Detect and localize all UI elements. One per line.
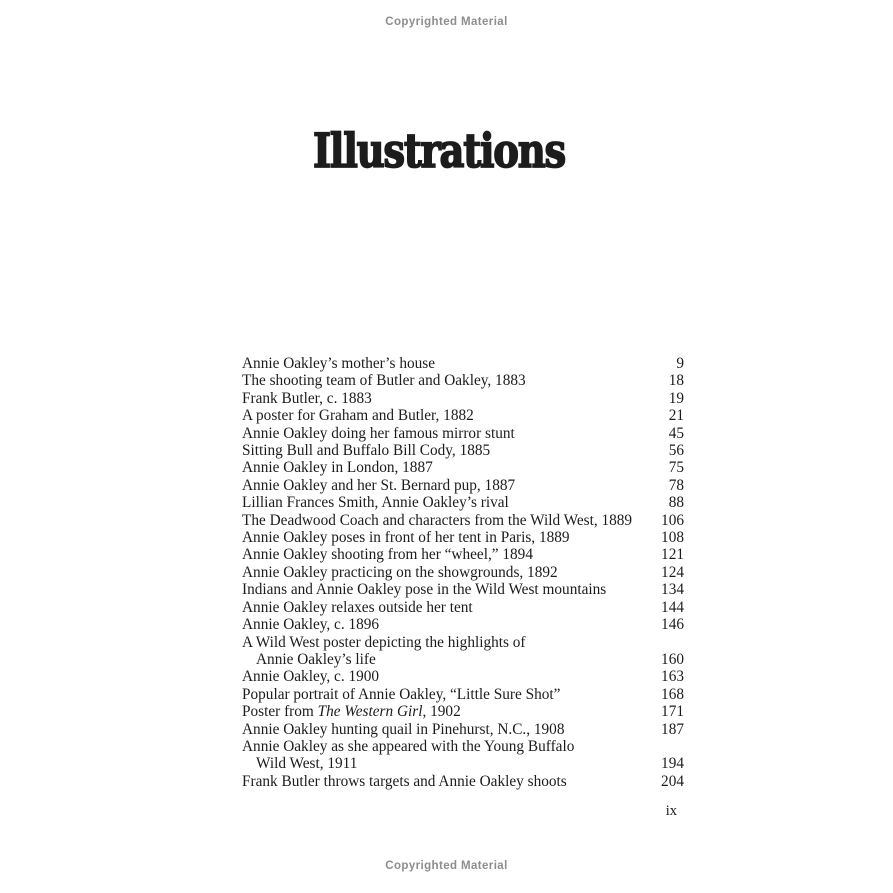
illustration-entry [242, 581, 684, 598]
illustration-label-segment: Annie Oakley, c. 1896 [242, 616, 380, 634]
illustration-page-number: 121 [661, 546, 684, 564]
illustration-page-number: 88 [668, 494, 684, 512]
illustration-entry [242, 459, 684, 476]
illustration-page-number: 56 [668, 442, 684, 460]
illustration-label [242, 581, 650, 598]
copyright-watermark-top: Copyrighted Material [385, 16, 508, 28]
illustration-label-segment: Lillian Frances Smith, Annie Oakley’s rival [242, 494, 509, 512]
illustration-label-segment: A poster for Graham and Butler, 1882 [242, 407, 474, 425]
page-title: Illustrations [313, 124, 565, 179]
illustration-entry [242, 390, 684, 407]
illustration-page-number: 9 [676, 355, 684, 372]
illustration-label-segment: Annie Oakley, c. 1900 [242, 668, 380, 686]
illustration-page-number: 134 [661, 581, 684, 599]
illustration-label [242, 390, 650, 407]
illustration-label-segment: Frank Butler, c. 1883 [242, 389, 372, 407]
illustration-entry [242, 738, 684, 755]
illustration-label [242, 529, 650, 546]
illustration-label [242, 703, 650, 720]
illustration-label-segment: Annie Oakley doing her famous mirror stunt [242, 424, 515, 442]
illustration-entry [242, 634, 684, 651]
illustration-label-segment: Annie Oakley practicing on the showgrounds, 1892 [242, 563, 558, 581]
illustration-entry [242, 372, 684, 389]
illustration-label-italic-segment: The Western Girl [317, 703, 423, 721]
illustration-label [242, 651, 650, 668]
illustration-label [242, 442, 650, 459]
illustration-label [242, 599, 650, 616]
illustration-page-number: 75 [668, 459, 684, 477]
illustration-label [242, 686, 650, 703]
illustration-page-number: 21 [668, 407, 684, 425]
illustration-label [242, 546, 650, 563]
illustration-label [242, 668, 650, 685]
illustration-label-segment: Annie Oakley poses in front of her tent in Paris, 1889 [242, 529, 570, 547]
illustration-page-number: 108 [661, 529, 684, 547]
illustration-page-number: 171 [661, 703, 684, 721]
illustrations-list [242, 355, 684, 790]
illustration-label-segment: A Wild West poster depicting the highlights of [242, 633, 526, 651]
illustration-label [242, 372, 650, 389]
illustration-entry [242, 755, 684, 772]
illustration-page-number: 146 [661, 616, 684, 634]
illustration-label [242, 355, 650, 372]
illustration-page-number: 194 [661, 755, 684, 773]
illustration-label [242, 459, 650, 476]
illustration-label-segment: Annie Oakley in London, 1887 [242, 459, 433, 477]
illustration-label-segment: , 1902 [422, 703, 461, 721]
illustration-page-number: 106 [661, 511, 684, 529]
illustration-entry [242, 546, 684, 563]
illustration-page-number: 163 [661, 668, 684, 686]
illustration-page-number: 19 [668, 389, 684, 407]
illustration-label [242, 477, 650, 494]
illustration-label-segment: Sitting Bull and Buffalo Bill Cody, 1885 [242, 442, 491, 460]
illustration-label-segment: Annie Oakley and her St. Bernard pup, 1887 [242, 476, 516, 494]
illustration-label [242, 494, 650, 511]
folio-page-number: ix [665, 803, 677, 819]
illustration-label-segment: Poster from [242, 703, 318, 721]
illustration-label-segment: Annie Oakley relaxes outside her tent [242, 598, 473, 616]
illustration-label [242, 755, 650, 772]
illustration-label [242, 738, 650, 755]
illustration-label-segment: The shooting team of Butler and Oakley, 1883 [242, 372, 526, 390]
illustration-page-number: 168 [661, 685, 684, 703]
illustration-label-segment: Frank Butler throws targets and Annie Oakley shoots [242, 772, 567, 790]
illustration-label-segment: Indians and Annie Oakley pose in the Wild West mountains [242, 581, 607, 599]
illustration-label-segment: Annie Oakley’s life [256, 650, 376, 668]
illustration-label-segment: Annie Oakley hunting quail in Pinehurst, N.C., 1908 [242, 720, 565, 738]
illustration-entry [242, 686, 684, 703]
illustration-entry [242, 494, 684, 511]
illustration-entry [242, 564, 684, 581]
illustration-entry [242, 425, 684, 442]
illustration-label-segment: The Deadwood Coach and characters from the Wild West, 1889 [242, 511, 633, 529]
illustration-entry [242, 512, 684, 529]
illustration-entry [242, 703, 684, 720]
illustration-entry [242, 355, 684, 372]
illustration-label-segment: Popular portrait of Annie Oakley, “Little Sure Shot” [242, 685, 561, 703]
illustration-label [242, 773, 650, 790]
illustration-entry [242, 616, 684, 633]
illustration-entry [242, 668, 684, 685]
illustration-entry [242, 477, 684, 494]
illustration-entry [242, 773, 684, 790]
illustration-page-number: 144 [661, 598, 684, 616]
illustration-entry [242, 721, 684, 738]
illustration-label [242, 407, 650, 424]
illustration-page-number: 124 [661, 563, 684, 581]
illustration-page-number: 160 [661, 650, 684, 668]
illustration-label-segment: Wild West, 1911 [256, 755, 358, 773]
illustration-entry [242, 651, 684, 668]
illustration-page-number: 18 [668, 372, 684, 390]
copyright-watermark-bottom: Copyrighted Material [385, 860, 508, 872]
illustration-entry [242, 407, 684, 424]
illustration-label [242, 564, 650, 581]
illustration-label [242, 634, 650, 651]
illustration-page-number: 78 [668, 476, 684, 494]
illustration-entry [242, 599, 684, 616]
illustration-label-segment: Annie Oakley’s mother’s house [242, 355, 436, 372]
illustration-label-segment: Annie Oakley as she appeared with the Young Buffalo [242, 737, 575, 755]
illustration-page-number: 45 [668, 424, 684, 442]
illustration-page-number: 187 [661, 720, 684, 738]
illustration-label [242, 616, 650, 633]
illustration-entry [242, 529, 684, 546]
illustration-page-number: 204 [661, 772, 684, 790]
illustration-label [242, 425, 650, 442]
illustration-label [242, 512, 650, 529]
illustration-entry [242, 442, 684, 459]
illustration-label-segment: Annie Oakley shooting from her “wheel,” 1894 [242, 546, 533, 564]
illustration-label [242, 721, 650, 738]
